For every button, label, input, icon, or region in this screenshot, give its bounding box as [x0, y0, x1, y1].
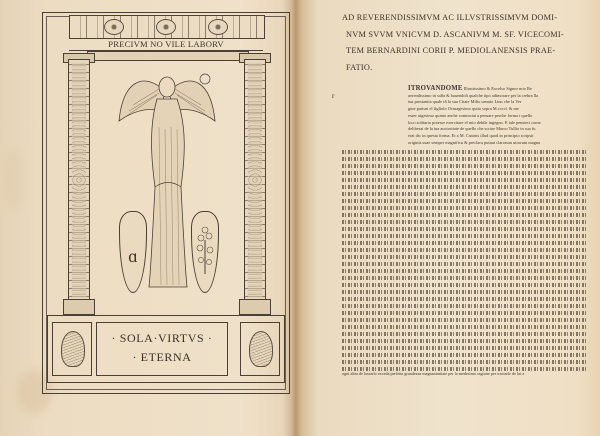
preface-closing-line: ogni altra de lassarlo exceda perfetta grandezza magnanimitate per la medesima cagione per tractarle de lui a: [342, 371, 525, 376]
virtue-figure: [113, 61, 221, 299]
pedestal: [47, 315, 285, 383]
left-shield: ɑ: [119, 211, 147, 293]
angel-illustration: [143, 67, 193, 293]
portrait-medallion-left: [52, 322, 92, 376]
portrait-medallion-right: [240, 322, 280, 376]
preface-heading: AD REVERENDISSIMVM AC ILLVSTRISSIMVM DOMI- NVM SVVM VNICVM D. ASCANIVM M. SF. VICECOMI- TEM BERNARDINI CORII P. MEDIOLANENSIS PRAE- FATIO.: [342, 13, 564, 72]
left-page: [0, 0, 294, 436]
marginal-note: r: [332, 92, 335, 100]
left-pilaster: [68, 59, 90, 301]
woodcut-frontispiece: [42, 12, 290, 394]
right-pilaster: [244, 59, 266, 301]
right-shield: [191, 211, 219, 293]
right-page: [298, 0, 600, 436]
top-motto: PRECIVM NO VILE LABORV: [69, 38, 263, 51]
bottom-motto: · SOLA·VIRTVS · · ETERNA: [96, 322, 228, 376]
entablature-frieze: [69, 15, 265, 39]
preface-body-start: ITROVANDOME Illustrissimo & Excelso Signor mio Re uerendissimo in salla & hauendoli qualche tipo adimorare per la crebra lla tua prestantia quale iñ la sua Citate Milio uenuto Lino che la Ver gine parturi el figliolo Octuagesimo quito sopra M.ccccl. & me esser uigesimo quinto anche cominciai a pensare perche forma i quello loco solitario potesse exercitare el mio debile ingegno. E tale pensieri come deliberai de la tua auctoritate de quello che scriue Marco Tullio in sua fu erat dic in questa forma. Et a M. Catonis illud quod in principio scripsit originis suae semper magnificu & preclaru putaui clarorum uirorum magna: [408, 85, 541, 145]
mulberry-tree-icon: [192, 212, 218, 292]
incipit: ITROVANDOME: [408, 85, 463, 92]
